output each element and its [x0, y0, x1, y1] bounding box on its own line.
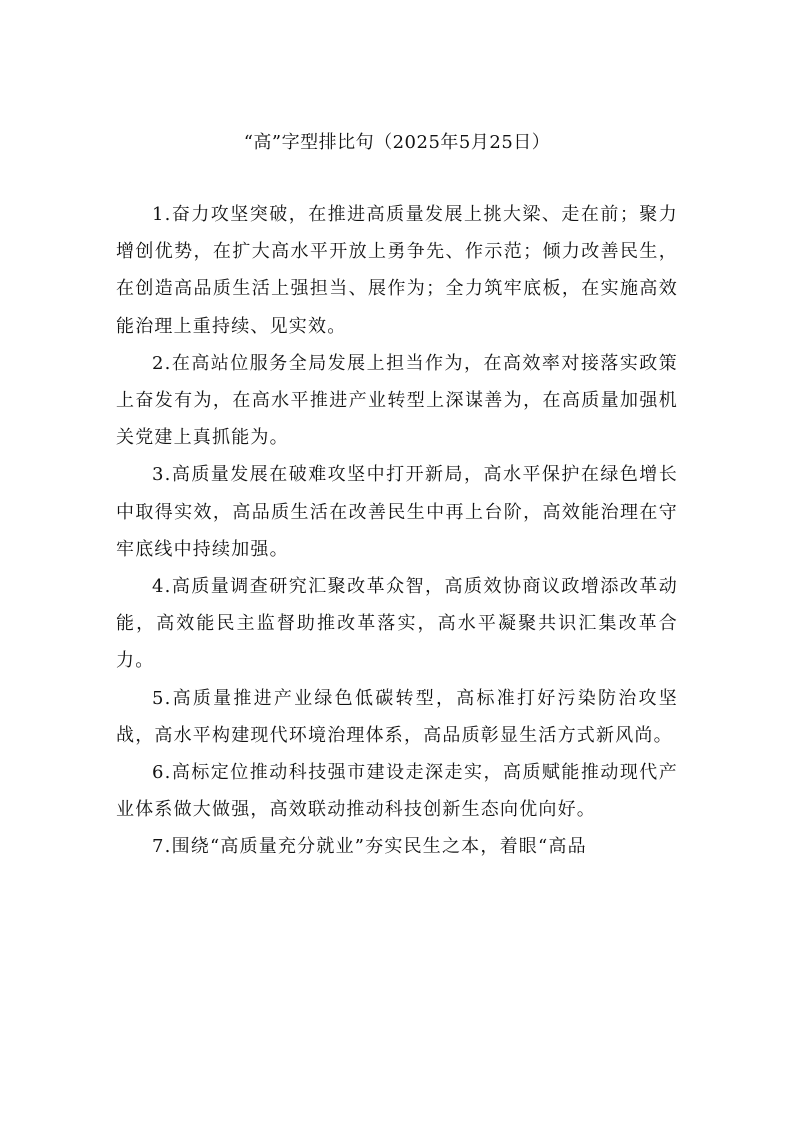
- document-title: “高”字型排比句（2025年5月25日）: [243, 132, 551, 153]
- paragraph-7: 7.围绕“高质量充分就业”夯实民生之本，着眼“高品: [152, 836, 587, 858]
- document-body: [116, 196, 678, 866]
- paragraph-6: 6.高标定位推动科技强市建设走深走实，高质赋能推动现代产业体系做大做强，高效联动推动科技创新生态向优向好。: [116, 762, 678, 821]
- paragraph-4: 4.高质量调查研究汇聚改革众智，高质效协商议政增添改革动能，高效能民主监督助推改革落实，高水平凝聚共识汇集改革合力。: [116, 576, 678, 672]
- document-page: [116, 0, 678, 1122]
- paragraph-2: 2.在高站位服务全局发展上担当作为，在高效率对接落实政策上奋发有为，在高水平推进产业转型上深谋善为，在高质量加强机关党建上真抓能为。: [116, 352, 678, 449]
- paragraph-1: 1.奋力攻坚突破，在推进高质量发展上挑大梁、走在前；聚力增创优势，在扩大高水平开放上勇争先、作示范；倾力改善民生，在创造高品质生活上强担当、展作为；全力筑牢底板，在实施高效能治理上重持续、见实效。: [116, 204, 678, 337]
- paragraph-5: 5.高质量推进产业绿色低碳转型，高标准打好污染防治攻坚战，高水平构建现代环境治理体系，高品质彰显生活方式新风尚。: [116, 687, 678, 746]
- paragraph-3: 3.高质量发展在破难攻坚中打开新局，高水平保护在绿色增长中取得实效，高品质生活在改善民生中再上台阶，高效能治理在守牢底线中持续加强。: [116, 464, 678, 560]
